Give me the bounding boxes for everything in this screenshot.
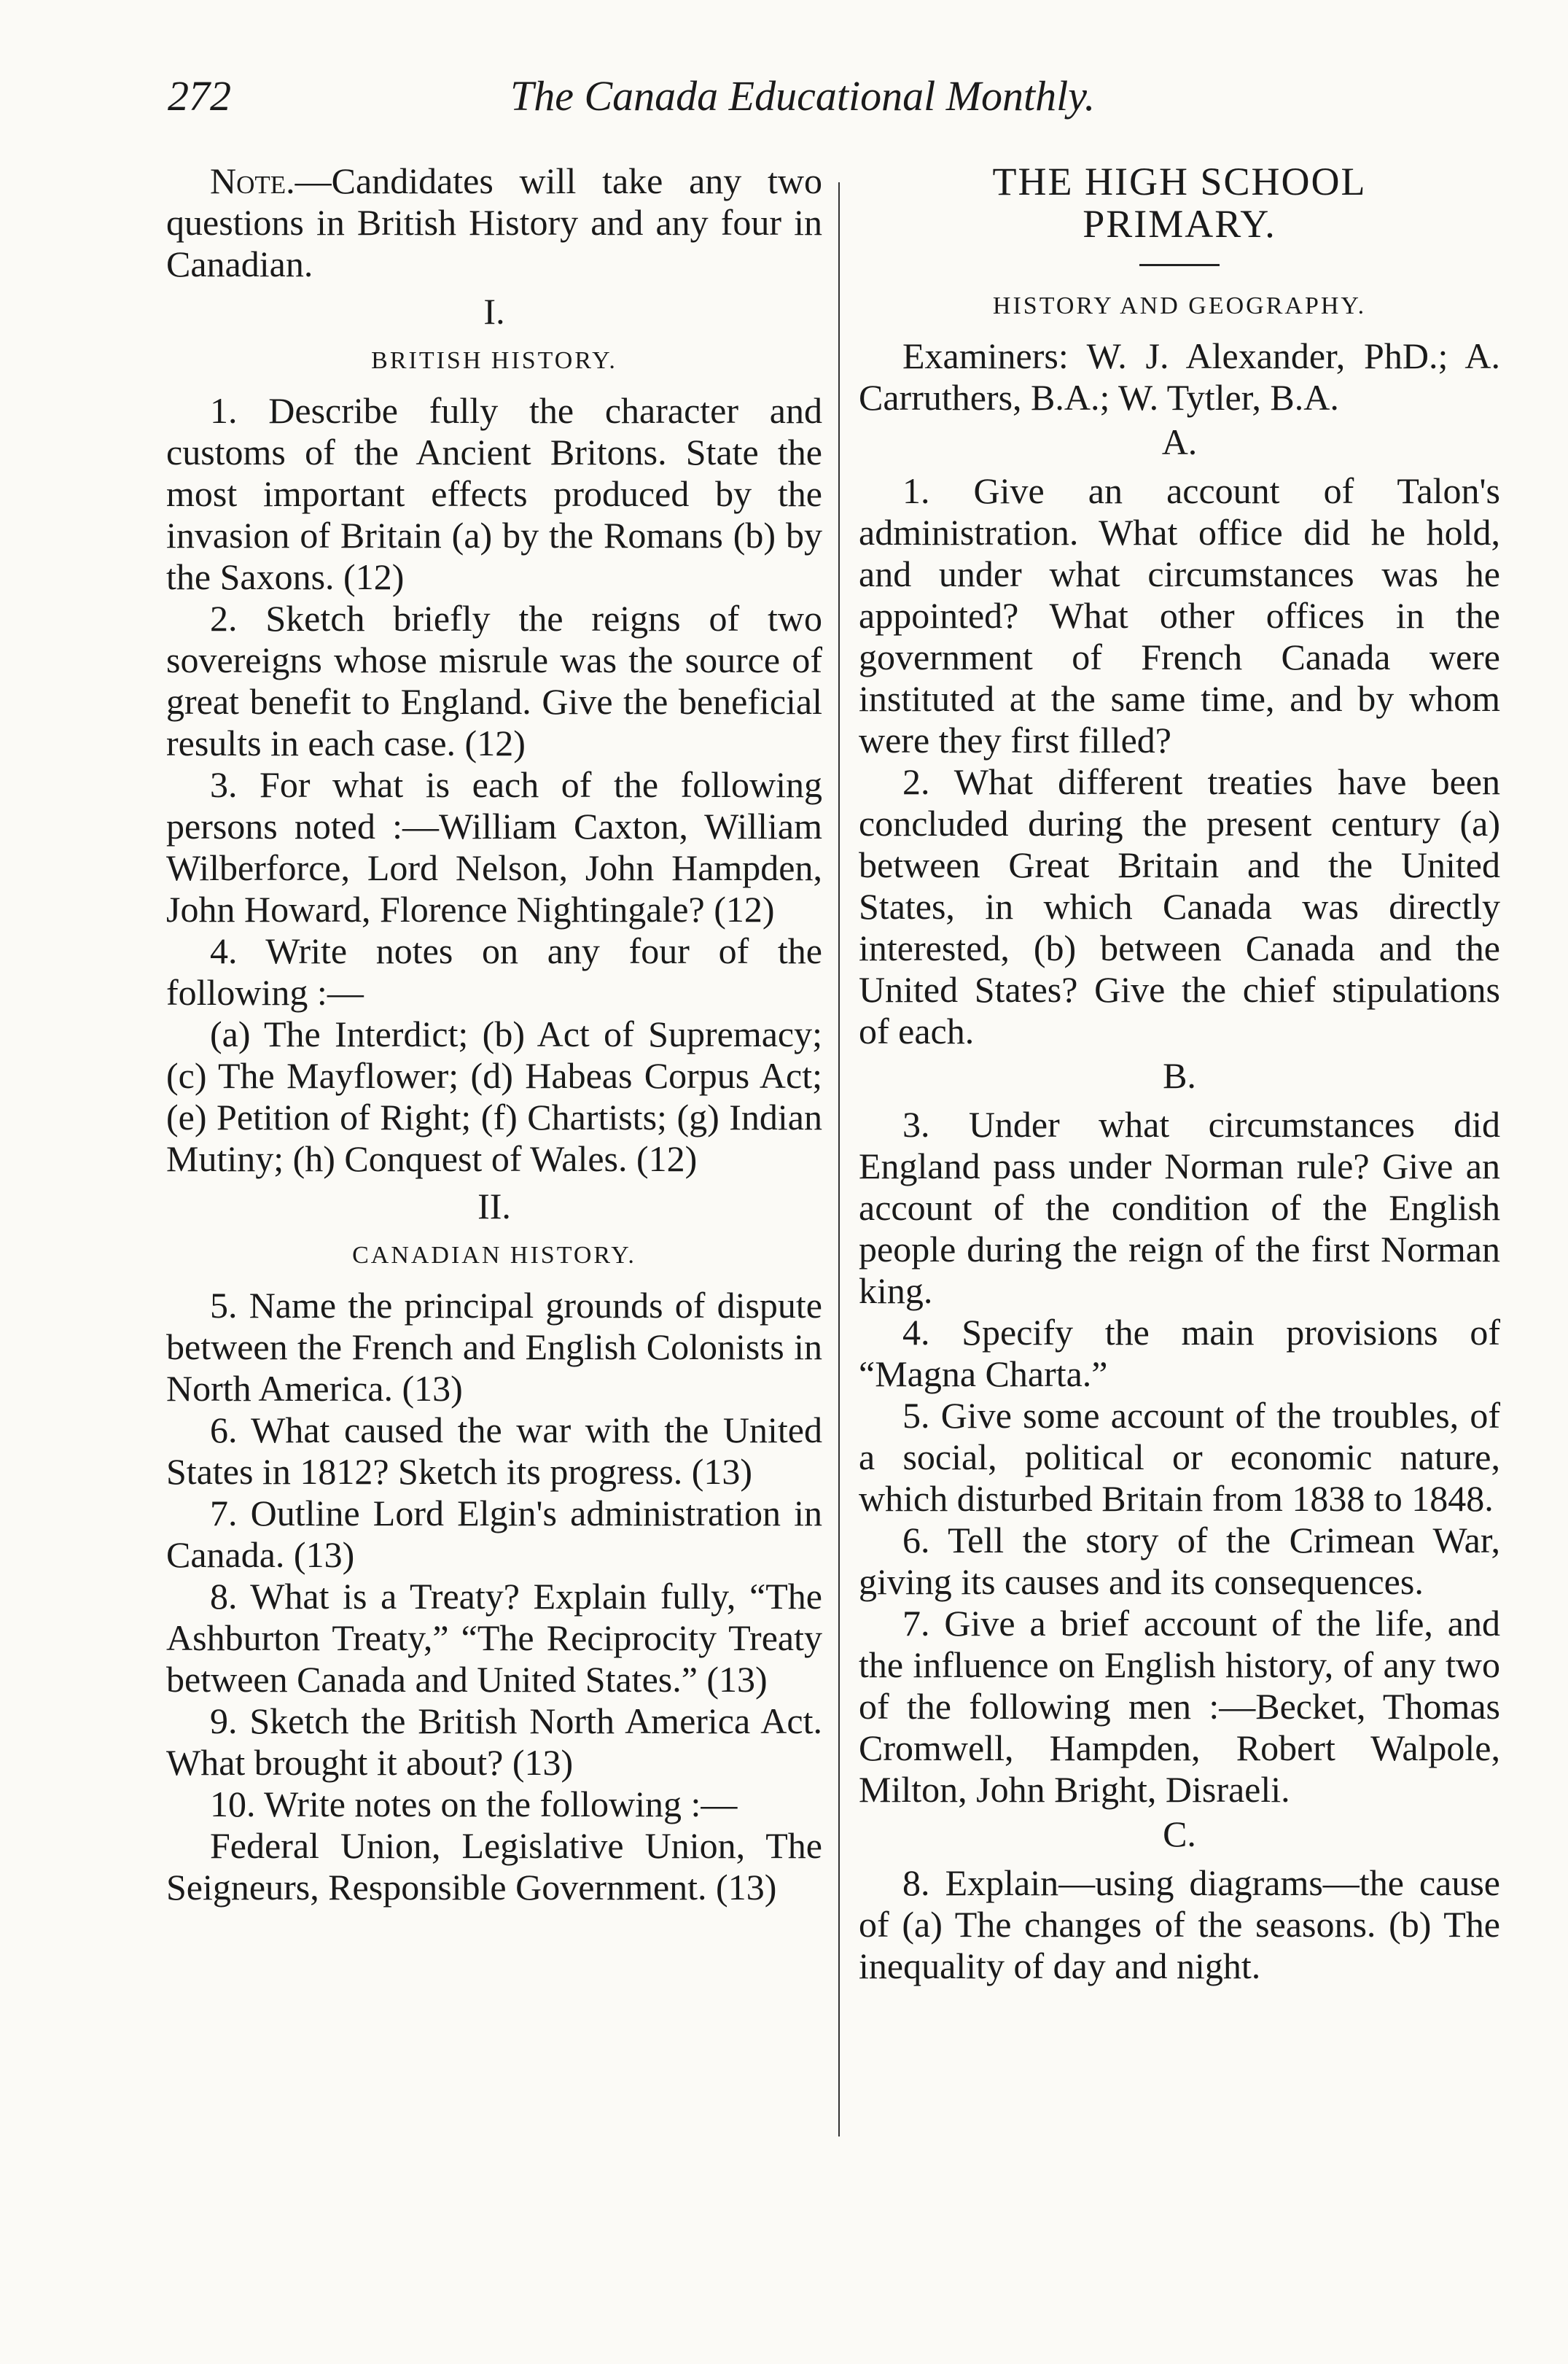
primary-question-7: 7. Give a brief account of the life, and the influence on English history, of any two of the following men :—Becket, Thomas Cromwell, Hampden, Robert Walpole, Milton, John Bright, Disraeli. — [859, 1603, 1500, 1810]
primary-question-4: 4. Specify the main provisions of “Magna Charta.” — [859, 1312, 1500, 1394]
page-number: 272 — [168, 72, 231, 120]
running-head — [168, 71, 1203, 130]
question-5: 5. Name the principal grounds of dispute between the French and English Colonists in North America. (13) — [166, 1285, 822, 1409]
question-2: 2. Sketch briefly the reigns of two sovereigns whose misrule was the source of great benefit to England. Give the beneficial results in each case. (12) — [166, 598, 822, 763]
question-9: 9. Sketch the British North America Act. What brought it about? (13) — [166, 1700, 822, 1783]
note-text: —Candidates will take any two questions in British History and any four in Canadian. — [166, 160, 822, 284]
column-divider — [838, 182, 840, 2136]
question-3: 3. For what is each of the following persons noted :—William Caxton, William Wilberforce, Lord Nelson, John Hampden, John Howard, Florence Nightingale? (12) — [166, 764, 822, 930]
primary-question-6: 6. Tell the story of the Crimean War, giving its causes and its consequences. — [859, 1520, 1500, 1602]
question-4-items: (a) The Interdict; (b) Act of Supremacy; (c) The Mayflower; (d) Habeas Corpus Act; (e) Petition of Right; (f) Chartists; (g) Indian Mutiny; (h) Conquest of Wales. (12) — [166, 1014, 822, 1179]
part-one-numeral: I. — [483, 291, 505, 332]
section-a-heading: A. — [1161, 421, 1198, 462]
examiners: Examiners: W. J. Alexander, PhD.; A. Carruthers, B.A.; W. Tytler, B.A. — [859, 335, 1500, 418]
part-two-numeral: II. — [477, 1186, 511, 1226]
question-7: 7. Outline Lord Elgin's administration in Canada. (13) — [166, 1493, 822, 1575]
history-geography-heading: HISTORY AND GEOGRAPHY. — [992, 292, 1367, 319]
exam-title-line-1: THE HIGH SCHOOL — [992, 160, 1367, 203]
section-b-heading: B. — [1163, 1055, 1196, 1096]
section-c-heading: C. — [1163, 1813, 1196, 1854]
canadian-history-heading: CANADIAN HISTORY. — [352, 1242, 636, 1269]
note-paragraph — [166, 160, 822, 285]
right-column — [859, 160, 1500, 1987]
primary-question-3: 3. Under what circumstances did England pass under Norman rule? Give an account of the condition of the English people during the reign of the first Norman king. — [859, 1104, 1500, 1311]
question-8: 8. What is a Treaty? Explain fully, “The Ashburton Treaty,” “The Reciprocity Treaty between Canada and United States.” (13) — [166, 1576, 822, 1700]
primary-question-1: 1. Give an account of Talon's administration. What office did he hold, and under what circumstances was he appointed? What other offices in the government of French Canada were instituted at the same time, and by whom were they first filled? — [859, 470, 1500, 761]
left-column — [166, 160, 822, 1908]
journal-title: The Canada Educational Monthly. — [510, 72, 1096, 120]
primary-question-5: 5. Give some account of the troubles, of a social, political or economic nature, which disturbed Britain from 1838 to 1848. — [859, 1395, 1500, 1519]
primary-question-2: 2. What different treaties have been concluded during the present century (a) between Great Britain and the United States, in which Canada was directly interested, (b) between Canada and the United States? Give the chief stipulations of each. — [859, 761, 1500, 1051]
question-10: 10. Write notes on the following :— — [210, 1784, 738, 1824]
primary-question-8: 8. Explain—using diagrams—the cause of (a) The changes of the seasons. (b) The inequality of day and night. — [859, 1862, 1500, 1986]
question-10-items: Federal Union, Legislative Union, The Seigneurs, Responsible Government. (13) — [166, 1825, 822, 1908]
british-history-heading: BRITISH HISTORY. — [371, 347, 617, 374]
question-1: 1. Describe fully the character and customs of the Ancient Britons. State the most important effects produced by the invasion of Britain (a) by the Romans (b) by the Saxons. (12) — [166, 390, 822, 597]
title-rule — [1139, 264, 1220, 266]
exam-title-line-2: PRIMARY. — [1083, 202, 1276, 246]
question-6: 6. What caused the war with the United States in 1812? Sketch its progress. (13) — [166, 1410, 822, 1492]
question-4: 4. Write notes on any four of the following :— — [166, 930, 822, 1013]
note-label: Note. — [210, 160, 295, 201]
